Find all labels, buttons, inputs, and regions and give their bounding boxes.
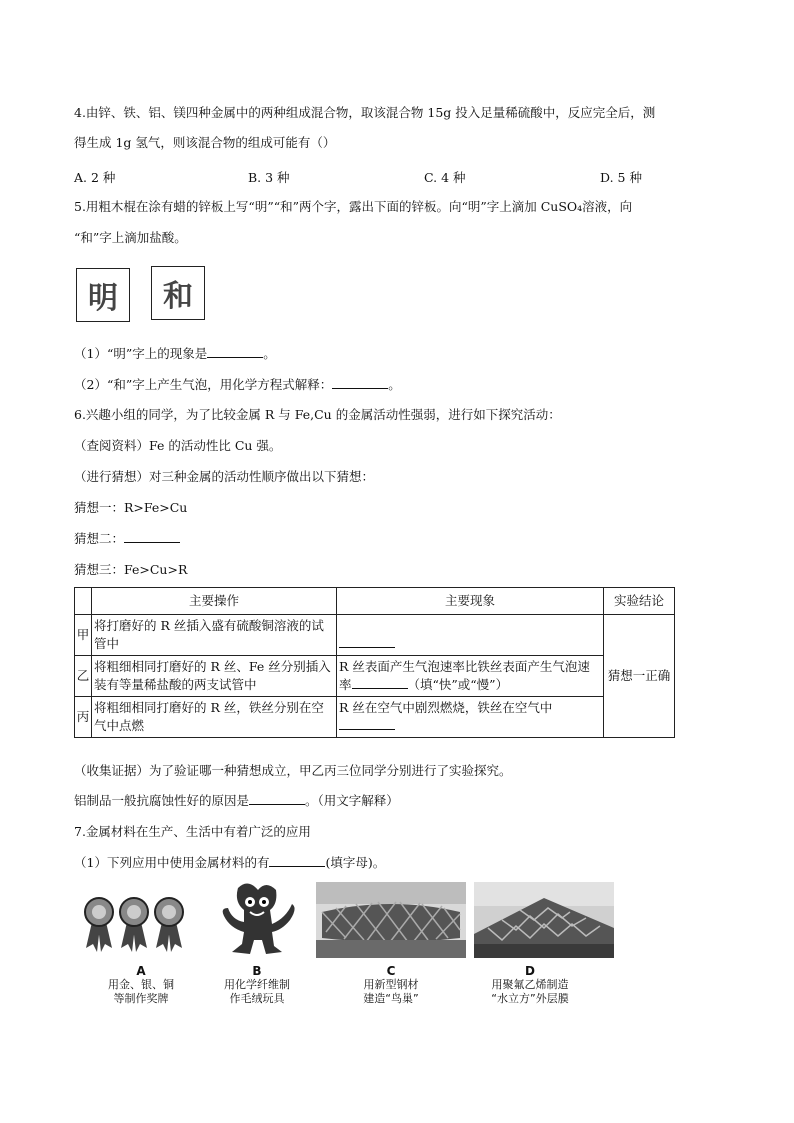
q5-line2: “和”字上滴加盐酸。 <box>74 230 187 245</box>
row-label: 乙 <box>75 656 92 697</box>
q5-sub1: （1）“明”字上的现象是 。 <box>74 346 276 361</box>
row-phenomenon <box>337 615 604 656</box>
q5-sub2: （2）“和”字上产生气泡，用化学方程式解释： 。 <box>74 377 401 392</box>
answer-blank[interactable] <box>269 854 325 867</box>
char-ming: 明 <box>88 281 118 316</box>
water-cube-image <box>474 882 614 958</box>
answer-blank[interactable] <box>249 792 305 805</box>
row-operation: 将打磨好的 R 丝插入盛有硫酸铜溶液的试管中 <box>92 615 337 656</box>
row-label: 甲 <box>75 615 92 656</box>
row-phenomenon: R 丝表面产生气泡速率比铁丝表面产生气泡速率 （填“快”或“慢”） <box>337 656 604 697</box>
answer-blank[interactable] <box>352 676 408 689</box>
experiment-table <box>74 587 675 738</box>
q4-option-a: A. 2 种 <box>74 170 116 185</box>
header-operation: 主要操作 <box>92 588 337 615</box>
row-operation: 将粗细相同打磨好的 R 丝、Fe 丝分别插入装有等量稀盐酸的两支试管中 <box>92 656 337 697</box>
q6-line3: （进行猜想）对三种金属的活动性顺序做出以下猜想： <box>74 469 375 484</box>
header-conclusion: 实验结论 <box>604 588 675 615</box>
caption-b: B 用化学纤维制 作毛绒玩具 <box>224 964 290 1005</box>
table-header-row <box>75 588 675 615</box>
q7-line2: （1）下列应用中使用金属材料的有 (填字母)。 <box>74 855 386 870</box>
answer-blank[interactable] <box>124 530 180 543</box>
answer-blank[interactable] <box>339 635 395 648</box>
q6-line4: （收集证据）为了验证哪一种猜想成立，甲乙丙三位同学分别进行了实验探究。 <box>74 763 512 778</box>
header-phenomenon: 主要现象 <box>337 588 604 615</box>
q4-line1: 4.由锌、铁、铝、镁四种金属中的两种组成混合物，取该混合物 15g 投入足量稀硫酸中，反应完全后，测 <box>74 105 656 120</box>
conclusion-cell: 猜想一正确 <box>604 615 675 738</box>
q5-line1: 5.用粗木棍在涂有蜡的锌板上写“明”“和”两个字，露出下面的锌板。向“明”字上滴加 CuSO₄溶液，向 <box>74 199 633 214</box>
medals-image <box>80 882 195 962</box>
row-operation: 将粗细相同打磨好的 R 丝，铁丝分别在空气中点燃 <box>92 697 337 738</box>
q6-line2: （查阅资料）Fe 的活动性比 Cu 强。 <box>74 438 282 453</box>
caption-c: C 用新型钢材 建造“鸟巢” <box>363 964 419 1005</box>
char-image-ming <box>76 268 130 322</box>
answer-blank[interactable] <box>207 345 263 358</box>
caption-a: A 用金、银、铜 等制作奖牌 <box>108 964 174 1005</box>
q4-option-d: D. 5 种 <box>600 170 642 185</box>
mascot-toy-image <box>218 880 298 960</box>
row-phenomenon: R 丝在空气中剧烈燃烧，铁丝在空气中 <box>337 697 604 738</box>
q6-guess3: 猜想三：Fe>Cu>R <box>74 562 188 577</box>
table-row <box>75 615 675 656</box>
q4-line2: 得生成 1g 氢气，则该混合物的组成可能有（） <box>74 135 336 150</box>
answer-blank[interactable] <box>339 717 395 730</box>
birds-nest-stadium-image <box>316 882 466 958</box>
table-row <box>75 656 675 697</box>
caption-d: D 用聚氟乙烯制造 “水立方”外层膜 <box>491 964 569 1005</box>
row-label: 丙 <box>75 697 92 738</box>
answer-blank[interactable] <box>332 376 388 389</box>
q6-line1: 6.兴趣小组的同学，为了比较金属 R 与 Fe,Cu 的金属活动性强弱，进行如下探究活动： <box>74 407 561 422</box>
q7-line1: 7.金属材料在生产、生活中有着广泛的应用 <box>74 824 311 839</box>
char-image-he <box>151 266 205 320</box>
char-he: 和 <box>163 279 193 314</box>
q4-option-b: B. 3 种 <box>248 170 290 185</box>
q6-guess1: 猜想一：R>Fe>Cu <box>74 500 188 515</box>
table-row <box>75 697 675 738</box>
q6-guess2: 猜想二： <box>74 530 180 548</box>
q6-line5: 铝制品一般抗腐蚀性好的原因是 。（用文字解释） <box>74 793 399 808</box>
q4-option-c: C. 4 种 <box>424 170 466 185</box>
